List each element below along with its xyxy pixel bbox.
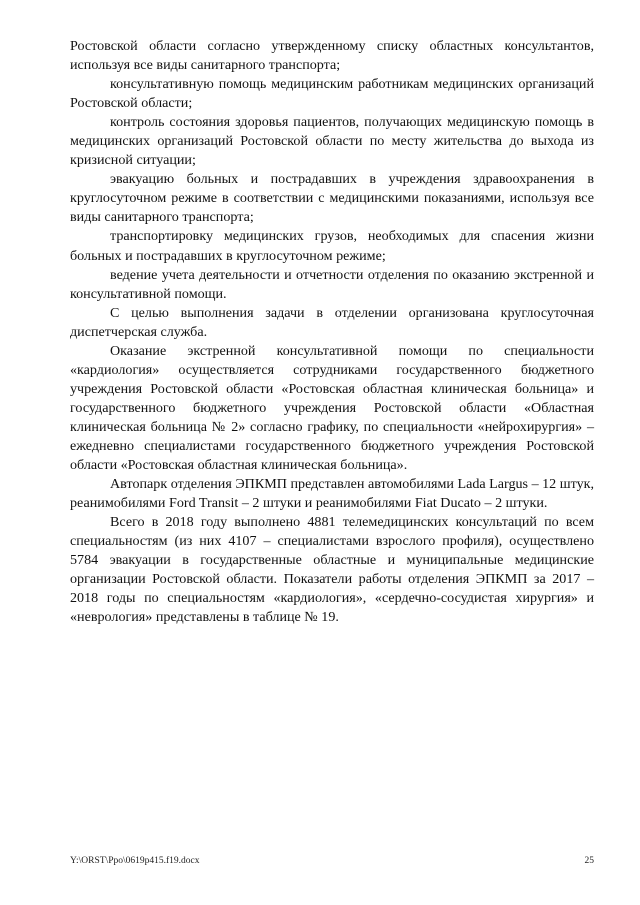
paragraph-accounting: ведение учета деятельности и отчетности отделения по оказанию экстренной и консультативной помощи. bbox=[70, 266, 594, 302]
paragraph-cargo-transport: транспортировку медицинских грузов, необходимых для спасения жизни больных и пострадавших в круглосуточном режиме; bbox=[70, 228, 594, 264]
footer-file-path: Y:\ORST\Ppo\0619p415.f19.docx bbox=[70, 856, 200, 866]
paragraph-vehicle-fleet: Автопарк отделения ЭПКМП представлен автомобилями Lada Largus – 12 штук, реанимобилями Ford Transit – 2 штуки и реанимобилями Fiat Ducato – 2 штуки. bbox=[70, 476, 594, 512]
paragraph-health-monitoring: контроль состояния здоровья пациентов, получающих медицинскую помощь в медицинских организаций Ростовской области по месту жительства до выхода из кризисной ситуации; bbox=[70, 114, 594, 169]
paragraph-continuation: Ростовской области согласно утвержденному списку областных консультантов, используя все виды санитарного транспорта; bbox=[70, 38, 594, 74]
page-number: 25 bbox=[584, 856, 594, 866]
paragraph-statistics-2018: Всего в 2018 году выполнено 4881 телемедицинских консультаций по всем специальностям (из них 4107 – специалистами взрослого профиля), осуществлено 5784 эвакуации в государственные областные и муниципальные медицинские организации Ростовской области. Показатели работы отделения ЭПКМП за 2017 – 2018 годы по специальностям «кардиология», «сердечно-сосудистая хирургия» и «неврология» представлены в таблице № 19. bbox=[70, 514, 594, 626]
paragraph-evacuation: эвакуацию больных и пострадавших в учреждения здравоохранения в круглосуточном режиме в соответствии с медицинскими показаниями, используя все виды санитарного транспорта; bbox=[70, 171, 594, 226]
paragraph-consulting-help: консультативную помощь медицинским работникам медицинских организаций Ростовской области; bbox=[70, 76, 594, 112]
paragraph-dispatch-service: С целью выполнения задачи в отделении организована круглосуточная диспетчерская служба. bbox=[70, 304, 594, 340]
document-body bbox=[70, 37, 594, 627]
paragraph-cardiology-help: Оказание экстренной консультативной помощи по специальности «кардиология» осуществляется сотрудниками государственного бюджетного учреждения Ростовской области «Ростовская областная клиническая больница» и государственного бюджетного учреждения Ростовской области «Областная клиническая больница № 2» согласно графику, по специальности «нейрохирургия» – ежедневно специалистами государственного бюджетного учреждения Ростовской области «Ростовская областная клиническая больница». bbox=[70, 342, 594, 474]
